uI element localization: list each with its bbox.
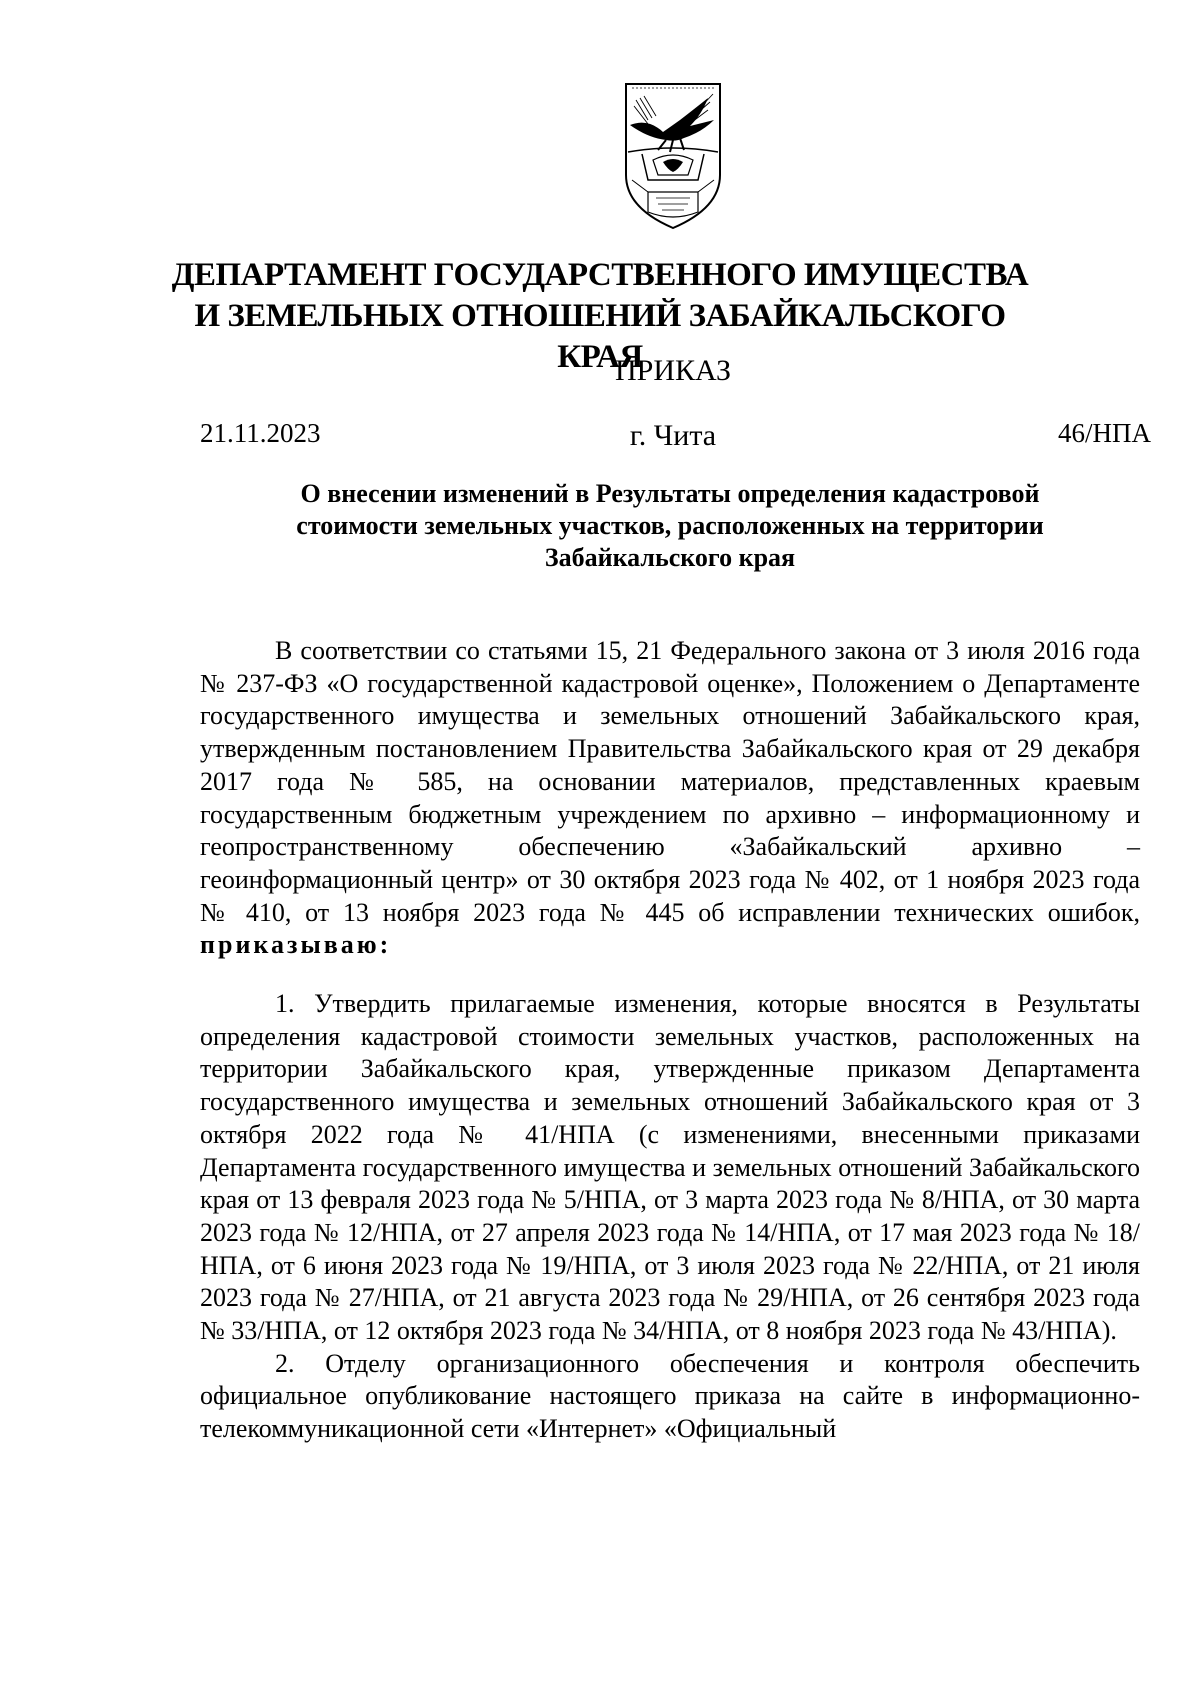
order-number: 46/НПА bbox=[1058, 418, 1151, 448]
department-title-line2: И ЗЕМЕЛЬНЫХ ОТНОШЕНИЙ ЗАБАЙКАЛЬСКОГО КРАЯ bbox=[194, 298, 1006, 375]
preamble-text: В соответствии со статьями 15, 21 Федерального закона от 3 июля 2016 года № 237-ФЗ «О государственной кадастровой оценке», Положением о Департаменте государственного имущества и земельных отношений Забайкальского края, утвержденным постановлением Правительства Забайкальского края от 29 декабря 2017 года № 585, на основании материалов, представленных краевым государственным бюджетным учреждением по архивно – информационному и геопространственному обеспечению «Забайкальский архивно – геоинформационный центр» от 30 октября 2023 года № 402, от 1 ноября 2023 года № 410, от 13 ноября 2023 года № 445 об исправлении технических ошибок, bbox=[200, 636, 1140, 927]
order-body bbox=[200, 635, 1140, 1446]
department-title-line1: ДЕПАРТАМЕНТ ГОСУДАРСТВЕННОГО ИМУЩЕСТВА bbox=[171, 257, 1029, 293]
subject-line2: стоимости земельных участков, расположенных на территории bbox=[296, 511, 1044, 540]
order-item-1: 1. Утвердить прилагаемые изменения, которые вносятся в Результаты определения кадастровой стоимости земельных участков, расположенных на территории Забайкальского края, утвержденные приказом Департамента государственного имущества и земельных отношений Забайкальского края от 3 октября 2022 года № 41/НПА (с изменениями, внесенными приказами Департамента государственного имущества и земельных отношений Забайкальского края от 13 февраля 2023 года № 5/НПА, от 3 марта 2023 года № 8/НПА, от 30 марта 2023 года № 12/НПА, от 27 апреля 2023 года № 14/НПА, от 17 мая 2023 года № 18/НПА, от 6 июня 2023 года № 19/НПА, от 3 июля 2023 года № 22/НПА, от 21 июля 2023 года № 27/НПА, от 21 августа 2023 года № 29/НПА, от 26 сентября 2023 года № 33/НПА, от 12 октября 2023 года № 34/НПА, от 8 ноября 2023 года № 43/НПА). bbox=[200, 989, 1140, 1346]
document-type: ПРИКАЗ bbox=[615, 354, 731, 387]
preamble-paragraph bbox=[200, 635, 1140, 962]
subject-line3: Забайкальского края bbox=[544, 543, 796, 572]
coat-of-arms-eagle-icon bbox=[618, 80, 728, 232]
subject-line1: О внесении изменений в Результаты определения кадастровой bbox=[300, 479, 1040, 508]
order-item-2: 2. Отделу организационного обеспечения и контроля обеспечить официальное опубликование настоящего приказа на сайте в информационно-телекоммуникационной сети «Интернет» «Официальный bbox=[200, 1348, 1140, 1444]
order-subject bbox=[230, 478, 1110, 574]
order-date: 21.11.2023 bbox=[200, 418, 321, 448]
order-city: г. Чита bbox=[629, 419, 717, 452]
order-directive: приказываю: bbox=[200, 930, 392, 960]
